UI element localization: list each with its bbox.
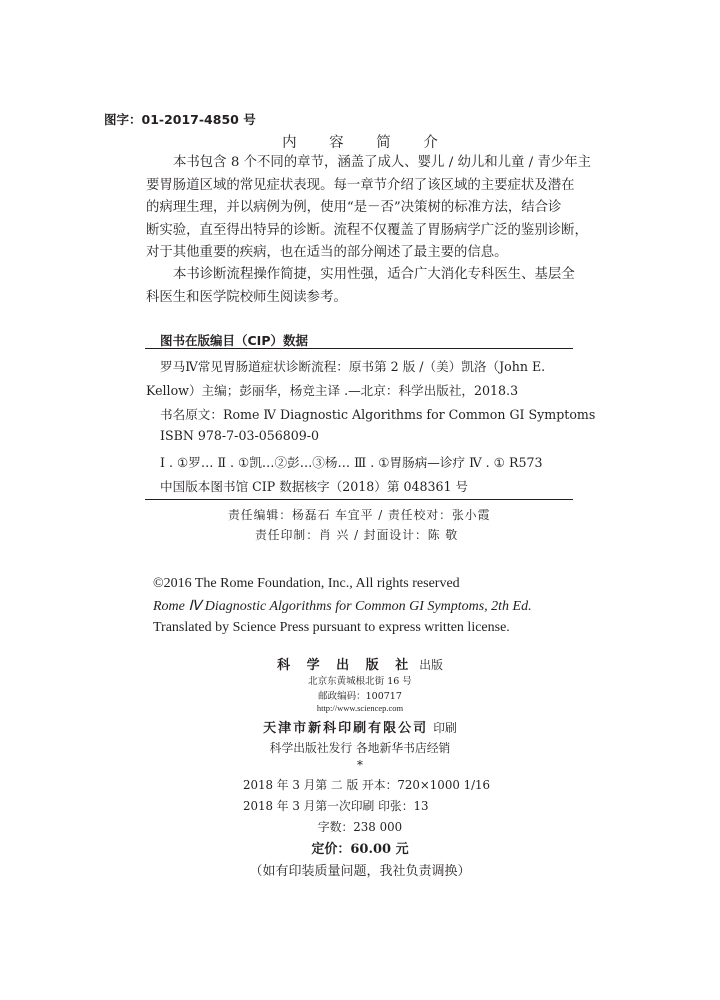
translation-license: Translated by Science Press pursuant to express written license. [153,620,510,635]
summary-title: 内 容 简 介 [282,135,452,151]
word-count: 字数：238 000 [317,820,403,834]
cip-record-number: 中国版本图书馆 CIP 数据核字（2018）第 048361 号 [160,479,469,494]
summary-paragraph-1 [146,152,606,265]
cip-heading: 图书在版编目（CIP）数据 [160,333,308,348]
copyright-registration-number: 图字：01-2017-4850 号 [104,112,256,127]
cip-original-title: 书名原文：Rome Ⅳ Diagnostic Algorithms for Common GI Symptoms [160,407,596,422]
publisher-suffix: 出版 [419,658,443,672]
printer-name: 天津市新科印刷有限公司 [263,721,429,736]
publisher-postcode: 邮政编码：100717 [318,691,402,702]
printer-suffix: 印刷 [433,721,457,735]
summary-line: 科医生和医学院校师生阅读参考。 [146,289,347,305]
publisher-line [0,654,720,673]
cip-bottom-divider [145,499,573,500]
cip-isbn: ISBN 978-7-03-056809-0 [160,428,320,443]
cip-entry-line-1: 罗马Ⅳ常见胃肠道症状诊断流程：原书第 2 版 /（美）凯洛（John E. [160,359,546,374]
price: 定价：60.00 元 [311,842,409,857]
responsibility-editors: 责任编辑：杨磊石 车宜平 / 责任校对：张小霞 [228,508,491,522]
cip-entry-line-2: Kellow）主编；彭丽华，杨竞主译 .—北京：科学出版社，2018.3 [146,383,519,398]
summary-line: 对于其他重要的疾病，也在适当的部分阐述了最主要的信息。 [146,245,508,260]
edition-info: 2018 年 3 月第 二 版 开本：720×1000 1/16 [243,778,491,792]
separator-star: * [357,758,363,772]
publisher-name: 科 学 出 版 社 [277,658,415,673]
publisher-website: http://www.sciencep.com [316,703,404,713]
summary-line: 本书包含 8 个不同的章节，涵盖了成人、婴儿 / 幼儿和儿童 / 青少年主 [173,155,592,170]
copyright-notice: ©2016 The Rome Foundation, Inc., All rights reserved [153,576,460,591]
quality-note: （如有印装质量问题，我社负责调换） [249,864,471,879]
summary-line: 的病理生理，并以病例为例，使用“是－否”决策树的标准方法，结合诊 [146,200,562,215]
summary-line: 本书诊断流程操作简捷，实用性强，适合广大消化专科医生、基层全 [173,267,575,282]
printing-info: 2018 年 3 月第一次印刷 印张：13 [243,799,429,813]
responsibility-printing-design: 责任印制：肖 兴 / 封面设计：陈 敬 [255,528,459,542]
cip-classification: Ⅰ . ①罗… Ⅱ . ①凯…②彭…③杨… Ⅲ . ①胃肠病—诊疗 Ⅳ . ① R573 [160,455,543,470]
original-title-edition: Rome Ⅳ Diagnostic Algorithms for Common GI Symptoms, 2th Ed. [153,599,532,614]
cip-top-divider [145,348,573,349]
summary-line: 断实验，直至得出特异的诊断。流程不仅覆盖了胃肠病学广泛的鉴别诊断， [146,222,588,238]
summary-paragraph-2 [146,264,606,309]
distribution-line: 科学出版社发行 各地新华书店经销 [269,741,451,755]
publisher-address: 北京东黄城根北街 16 号 [308,676,412,687]
printer-line [0,717,720,736]
summary-line: 要胃肠道区域的常见症状表现。每一章节介绍了该区域的主要症状及潜在 [146,177,575,193]
